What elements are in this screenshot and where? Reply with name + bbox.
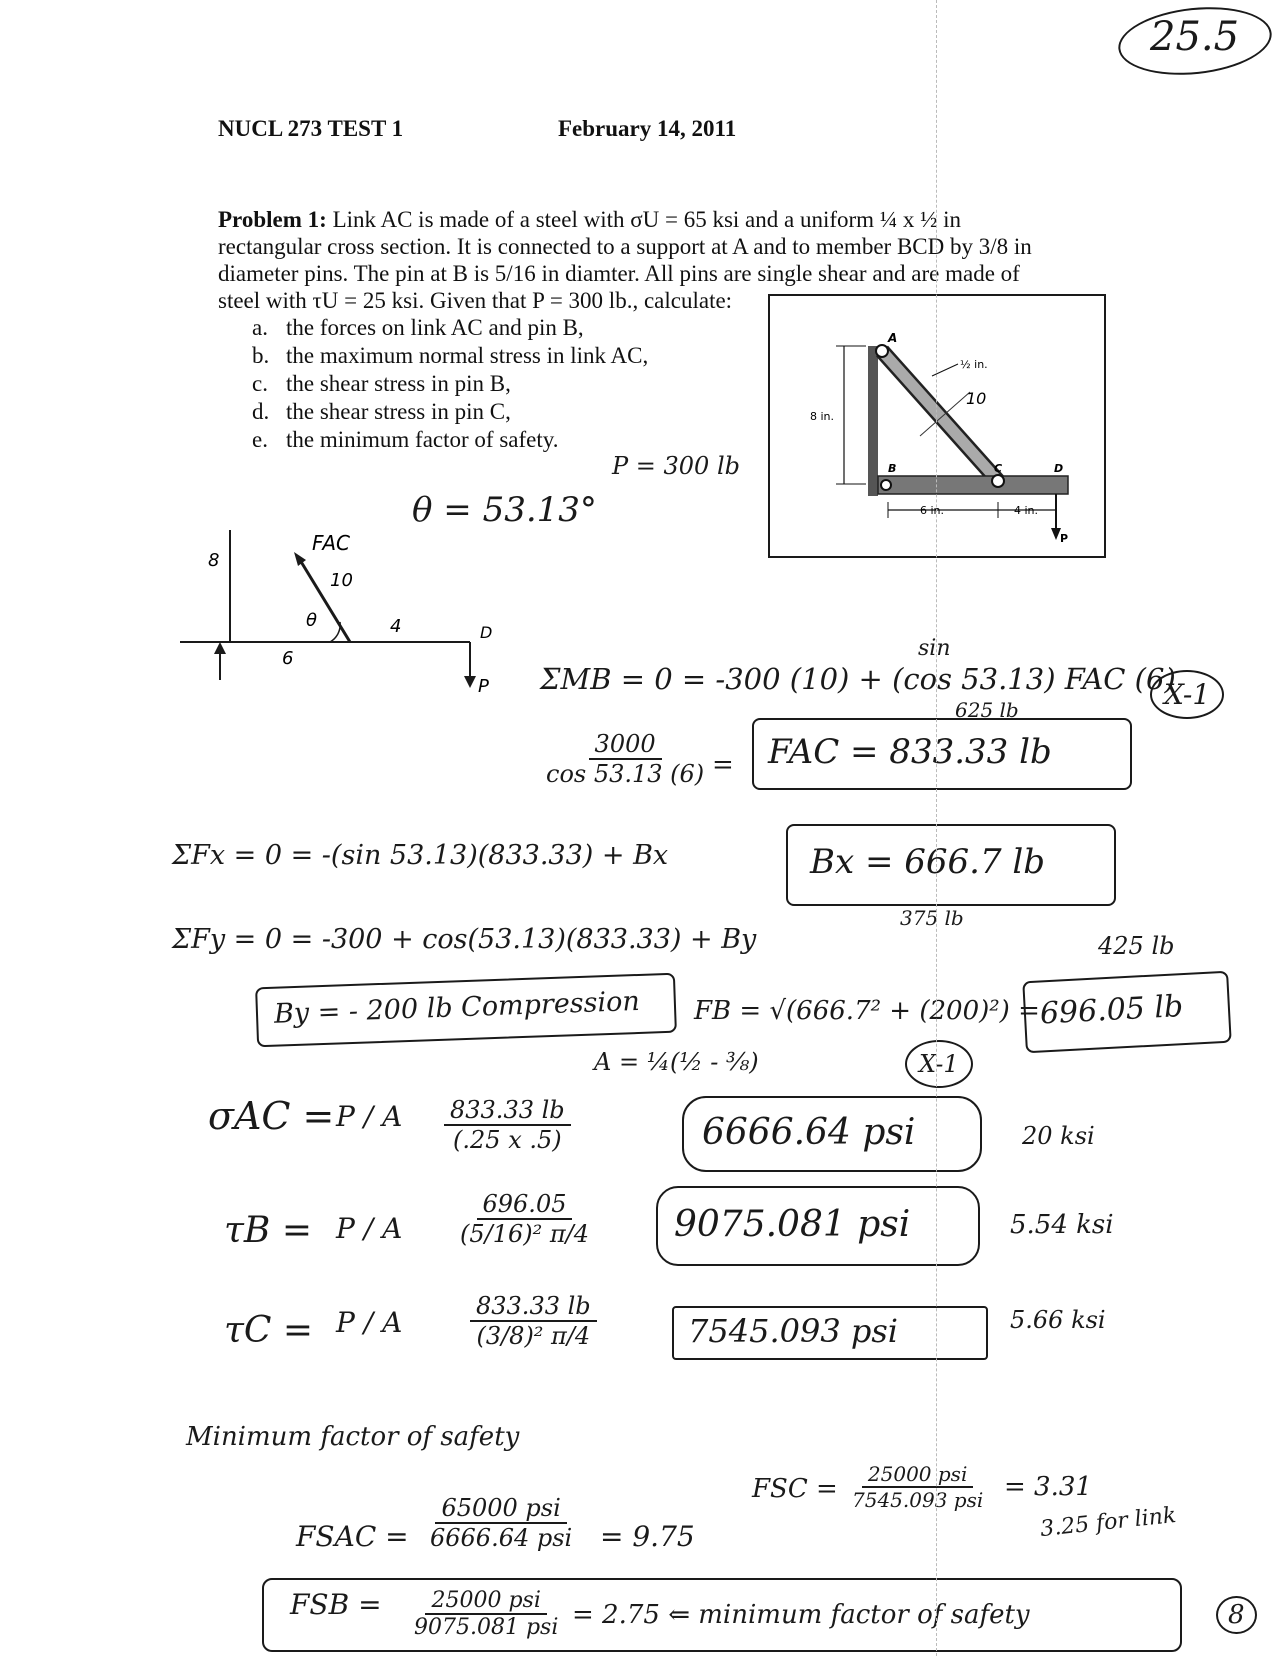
test-date: February 14, 2011 <box>558 116 737 141</box>
hand-taub-result: 9075.081 psi <box>656 1186 980 1266</box>
hand-by-result: By = - 200 lb Compression <box>255 973 677 1048</box>
part-d: d. the shear stress in pin C, <box>252 399 511 424</box>
hand-fsc-den: 7545.093 psi <box>852 1488 984 1512</box>
hand-fb-eq: FB = √(666.7² + (200)²) = <box>694 996 1040 1026</box>
part-c: c. the shear stress in pin B, <box>252 371 511 396</box>
hand-fb-note: 425 lb <box>1098 932 1175 960</box>
part-a: a. the forces on link AC and pin B, <box>252 315 584 340</box>
hand-deduction-2: X-1 <box>905 1040 973 1088</box>
hand-fsc-frac <box>846 1462 989 1512</box>
hand-p-given: P = 300 lb <box>612 452 740 480</box>
figure-member-bcd <box>878 476 1068 494</box>
figure-label-p: P <box>1060 532 1069 545</box>
hand-fsb-den: 9075.081 psi <box>414 1615 559 1640</box>
course-title: NUCL 273 TEST 1 <box>218 116 404 141</box>
fbd-four: 4 <box>390 616 402 637</box>
fbd-ten: 10 <box>330 570 353 591</box>
figure-dim-height-label: 8 in. <box>810 410 835 423</box>
hand-sigma-label: σAC = <box>208 1094 335 1138</box>
hand-taub-pa: P / A <box>336 1212 403 1245</box>
hand-sigma-den: (.25 x .5) <box>453 1126 562 1154</box>
hand-bx-result: Bx = 666.7 lb <box>786 824 1116 906</box>
fbd-p: P <box>478 676 489 697</box>
hand-fy-eq: ΣFy = 0 = -300 + cos(53.13)(833.33) + By <box>172 924 757 955</box>
figure-label-a: A <box>888 331 898 345</box>
hand-moment-sin: sin <box>918 636 951 661</box>
hand-fos-heading: Minimum factor of safety <box>186 1422 520 1452</box>
hand-taub-frac <box>454 1190 595 1248</box>
problem-heading: Problem 1: <box>218 207 327 232</box>
hand-taub-label: τB = <box>224 1210 312 1251</box>
fold-line <box>936 0 937 1656</box>
figure-wall <box>868 346 878 496</box>
fbd-eight: 8 <box>208 550 220 571</box>
hand-fac-frac <box>540 730 710 788</box>
fbd-fac-label: FAC <box>312 531 350 555</box>
hand-fsb-result: = 2.75 ⇐ minimum factor of safety <box>572 1600 1030 1630</box>
hand-tauc-result: 7545.093 psi <box>672 1306 988 1360</box>
figure-dim-bc-label: 6 in. <box>920 504 945 517</box>
hand-taub-note: 5.54 ksi <box>1010 1210 1114 1240</box>
hand-fsb-frac <box>408 1588 564 1640</box>
hand-moment-note: 625 lb <box>955 698 1019 722</box>
hand-fsac-label: FSAC = <box>296 1520 409 1553</box>
hand-score-part: 8 <box>1216 1596 1257 1634</box>
hand-sigma-frac <box>444 1096 571 1154</box>
hand-fbd <box>180 530 500 710</box>
hand-sigma-note: 20 ksi <box>1022 1122 1095 1150</box>
problem-figure <box>768 294 1106 558</box>
figure-dim-width-label: ½ in. <box>960 358 988 371</box>
hand-fsb-label: FSB = <box>290 1588 382 1621</box>
hand-fsac-num: 65000 psi <box>435 1494 566 1524</box>
figure-label-d: D <box>1054 462 1064 475</box>
figure-pin-b <box>881 480 891 490</box>
hand-sigma-pa: P / A <box>336 1100 403 1133</box>
hand-fsc-num: 25000 psi <box>862 1462 973 1488</box>
hand-by-note: 375 lb <box>900 906 964 930</box>
hand-fsc-note: 3.25 for link <box>1039 1502 1178 1543</box>
hand-fac-num: 3000 <box>589 730 662 760</box>
hand-taub-num: 696.05 <box>477 1190 573 1220</box>
fbd-six: 6 <box>282 648 294 669</box>
hand-fb-result: 696.05 lb <box>1022 971 1231 1054</box>
part-b: b. the maximum normal stress in link AC, <box>252 343 649 368</box>
hand-fac-result: FAC = 833.33 lb <box>752 718 1132 790</box>
hand-sigma-num: 833.33 lb <box>444 1096 571 1126</box>
hand-fsac-den: 6666.64 psi <box>430 1524 573 1552</box>
hand-fac-den: cos 53.13 (6) <box>546 760 705 788</box>
figure-dim-cd-label: 4 in. <box>1014 504 1039 517</box>
hand-fx-eq: ΣFx = 0 = -(sin 53.13)(833.33) + Bx <box>172 840 669 871</box>
figure-label-b: B <box>888 462 897 475</box>
hand-fsac-result: = 9.75 <box>600 1520 695 1553</box>
problem-text: Link AC is made of a steel with σU = 65 ksi and a uniform ¼ x ½ in rectangular cross section. It is connected to a support at A and to member BCD by 3/8 in diameter pins. The pin at B is 5/16 in diamter. All pins are single shear and are made of steel with τU = 25 ksi. Given that P = 300 lb., calculate: <box>218 207 1032 313</box>
hand-area-note: A = ¼(½ - ⅜) <box>594 1048 759 1076</box>
fbd-d: D <box>480 623 493 642</box>
hand-moment-eq: ΣMB = 0 = -300 (10) + (cos 53.13) FAC (6) <box>540 662 1176 696</box>
hand-taub-den: (5/16)² π/4 <box>460 1220 589 1248</box>
figure-drawing <box>770 296 1104 556</box>
figure-label-c: C <box>994 462 1003 475</box>
hand-fsc-label: FSC = <box>752 1474 838 1504</box>
hand-fsac-frac <box>424 1494 578 1552</box>
hand-fac-equals: = <box>712 750 734 780</box>
figure-hand-10: 10 <box>966 389 987 408</box>
hand-tauc-frac <box>470 1292 597 1350</box>
hand-fsb-num: 25000 psi <box>425 1588 546 1615</box>
hand-tauc-label: τC = <box>224 1310 314 1351</box>
figure-pin-c <box>992 475 1004 487</box>
problem-parts <box>252 314 648 454</box>
hand-fsc-result: = 3.31 <box>1004 1472 1092 1502</box>
hand-deduction-1: X-1 <box>1150 670 1224 719</box>
score-text: 25.5 <box>1150 14 1240 60</box>
hand-tauc-note: 5.66 ksi <box>1010 1306 1106 1334</box>
hand-sigma-result: 6666.64 psi <box>682 1096 982 1172</box>
hand-tauc-den: (3/8)² π/4 <box>476 1322 591 1350</box>
hand-theta: θ = 53.13° <box>412 490 597 530</box>
fbd-theta: θ <box>306 610 318 631</box>
hand-tauc-num: 833.33 lb <box>470 1292 597 1322</box>
part-e: e. the minimum factor of safety. <box>252 427 559 452</box>
hand-tauc-pa: P / A <box>336 1306 403 1339</box>
figure-pin-a <box>876 345 888 357</box>
